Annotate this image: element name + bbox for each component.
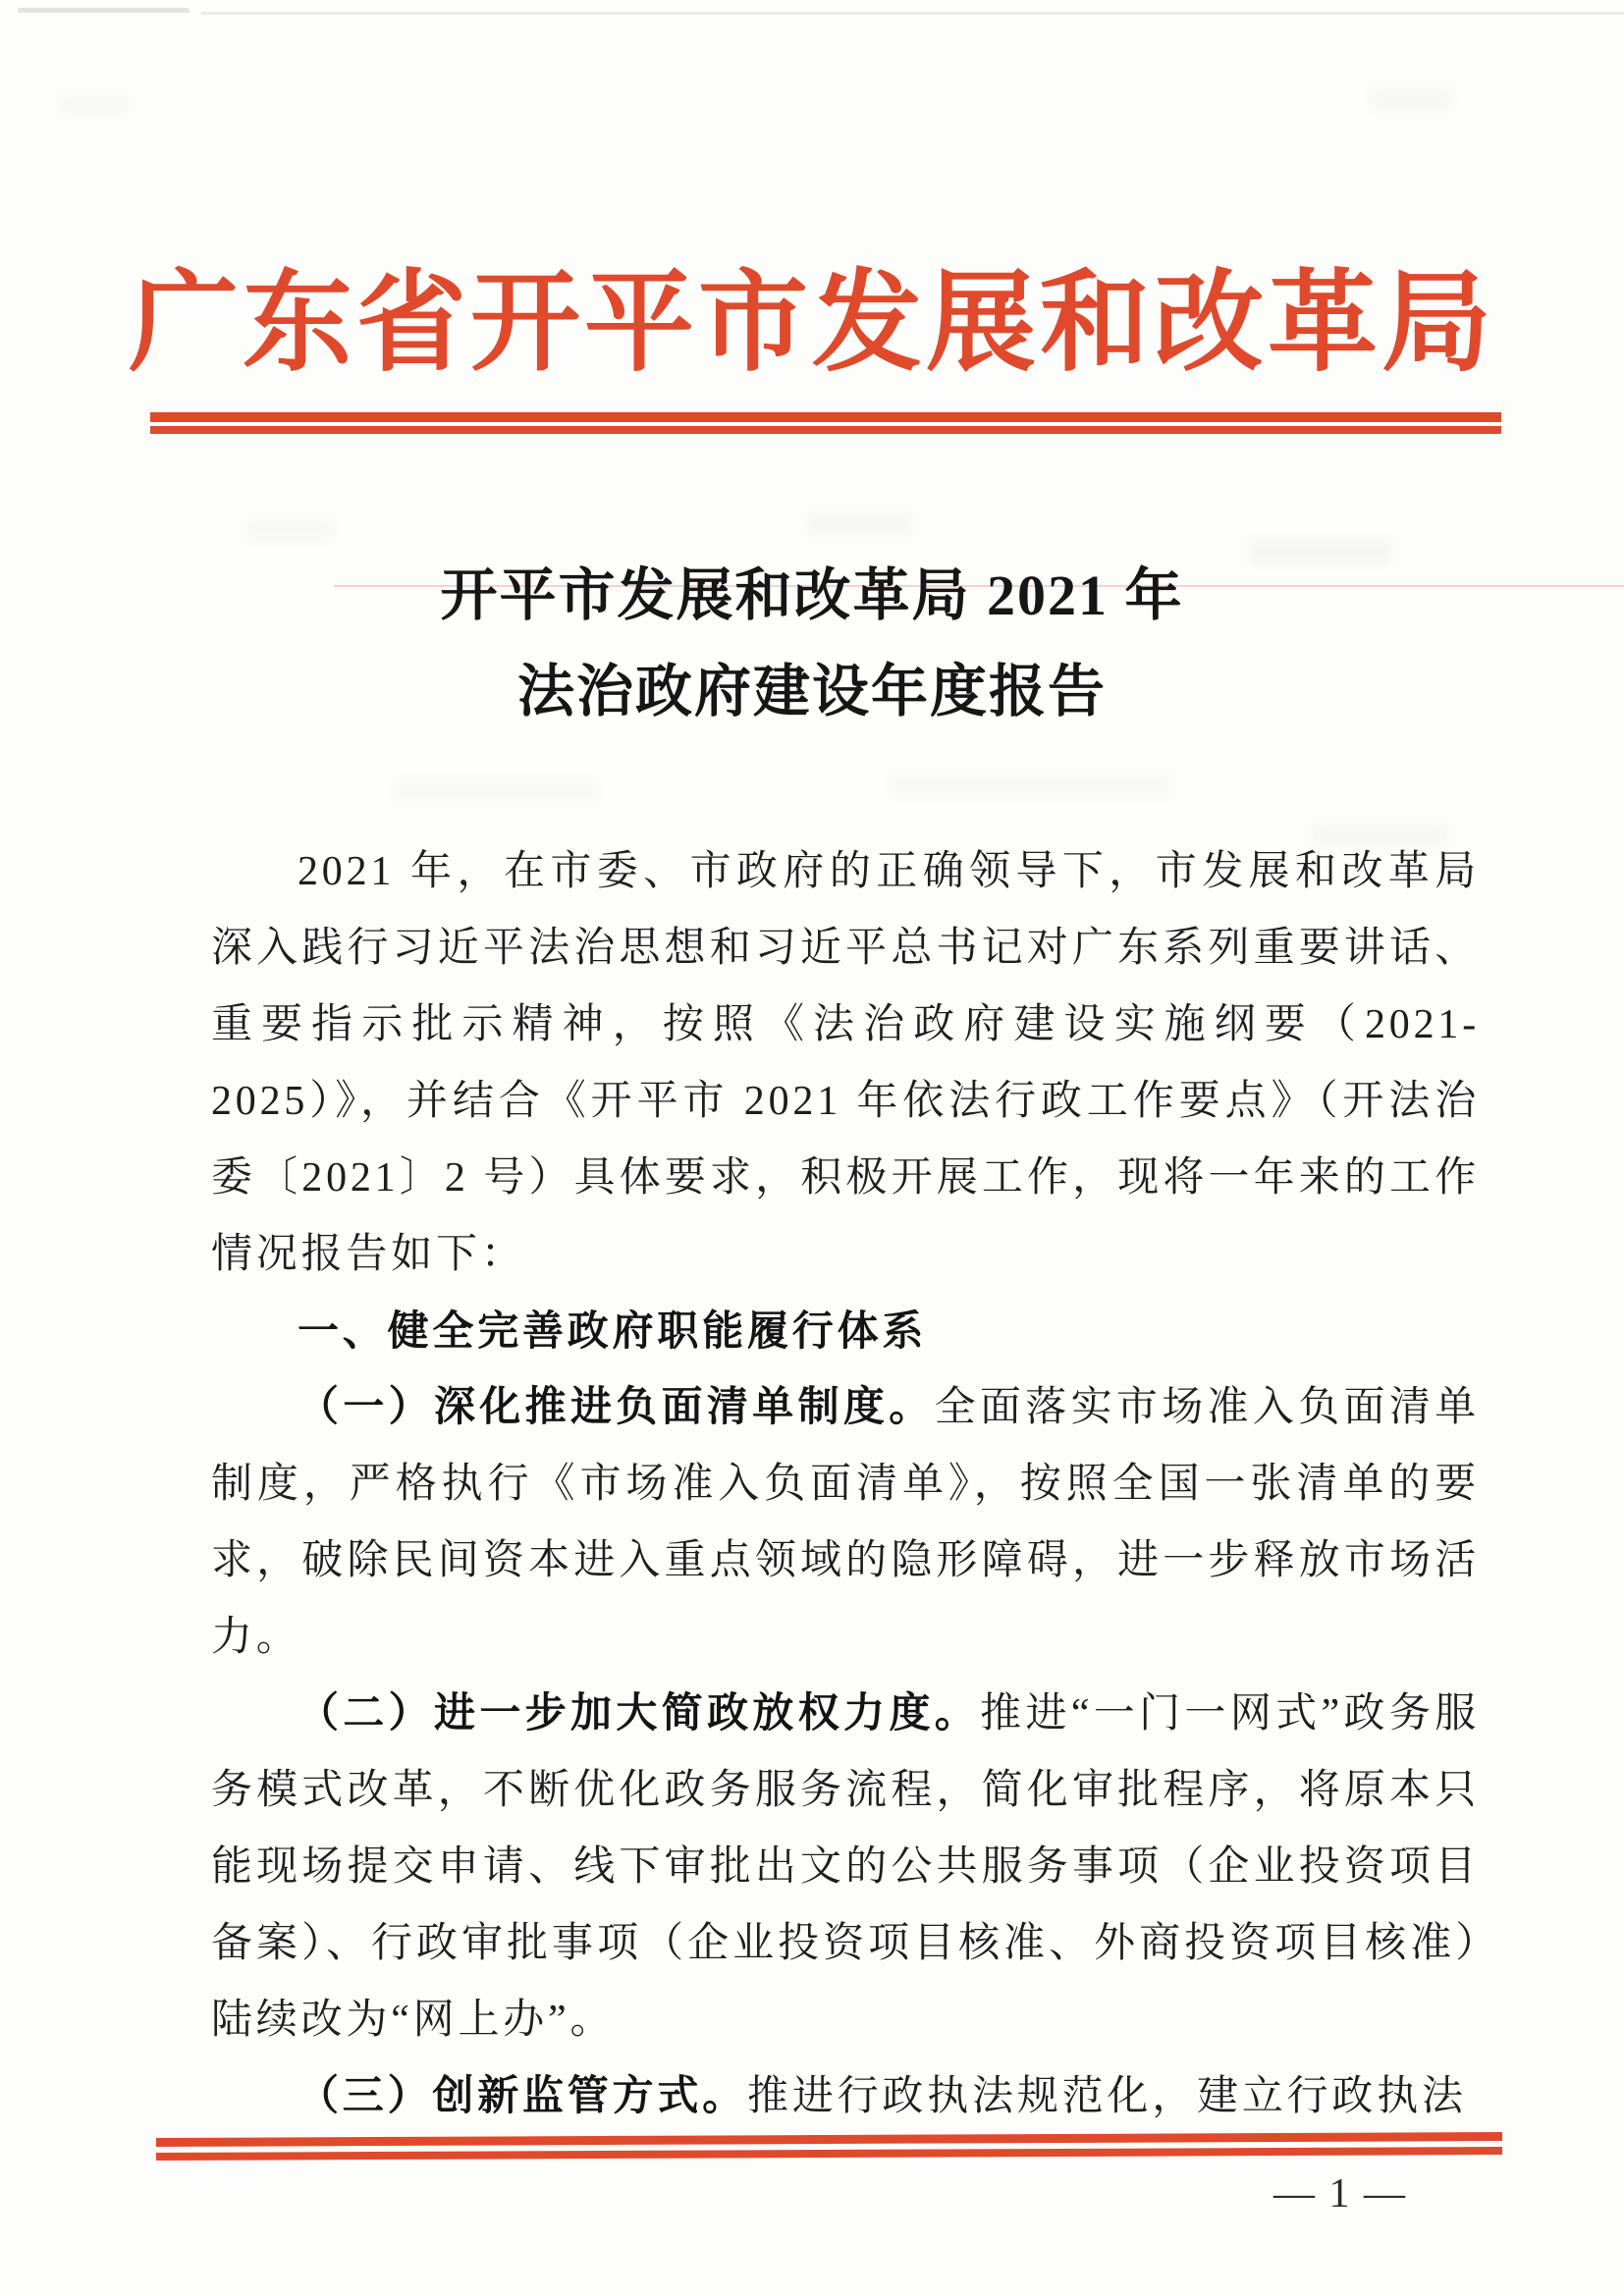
body-paragraph [211,1369,1480,1676]
body-paragraph [211,2058,1480,2135]
page-number: — 1 — [1273,2171,1407,2216]
document-body [211,833,1480,2135]
masthead-rule-thick [150,412,1501,422]
footer-rule-thin [156,2147,1502,2161]
scan-smudge [59,94,128,116]
section-heading [211,1293,1480,1369]
scan-smudge [393,777,599,803]
emphasis-run: 一、健全完善政府职能履行体系 [298,1308,928,1354]
text-run: 2021 年，在市委、市政府的正确领导下，市发展和改革局深入践行习近平法治思想和习近平总书记对广东系列重要讲话、重要指示批示精神，按照《法治政府建设实施纲要（2021-2025）》，并结合《开平市 2021 年依法行政工作要点》（开法治委〔2021〕2 号）具体要求，积极开展工作，现将一年来的工作情况报告如下： [211,849,1480,1277]
emphasis-run: （三）创新监管方式。 [298,2074,748,2119]
text-run: 推进“一门一网式”政务服务模式改革，不断优化政务服务流程，简化审批程序，将原本只能现场提交申请、线下审批出文的公共服务事项（企业投资项目备案）、行政审批事项（企业投资项目核准、外商投资项目核准）陆续改为“网上办”。 [211,1691,1480,2043]
emphasis-run: （二）进一步加大简政放权力度。 [298,1691,981,1736]
scan-smudge [245,518,334,542]
document-title-line1: 开平市发展和改革局 2021 年 [440,563,1184,627]
emphasis-run: （一）深化推进负面清单制度。 [298,1385,935,1430]
scan-smudge [1370,86,1453,112]
text-run: 推进行政执法规范化，建立行政执法 [747,2074,1467,2119]
text-run: 全面落实市场准入负面清单制度，严格执行《市场准入负面清单》，按照全国一张清单的要求，破除民间资本进入重点领域的隐形障碍，进一步释放市场活力。 [211,1385,1480,1660]
body-paragraph [211,833,1480,1293]
scan-smudge [889,774,1173,799]
scan-artifact-top-edge [18,8,189,13]
document-title [0,548,1624,740]
body-paragraph [211,1676,1480,2058]
agency-masthead: 广东省开平市发展和改革局 [129,263,1495,385]
scan-smudge [805,510,913,536]
document-title-line2: 法治政府建设年度报告 [516,660,1107,723]
scan-artifact-top-edge [201,12,1624,15]
masthead-rule-thin [150,426,1501,434]
